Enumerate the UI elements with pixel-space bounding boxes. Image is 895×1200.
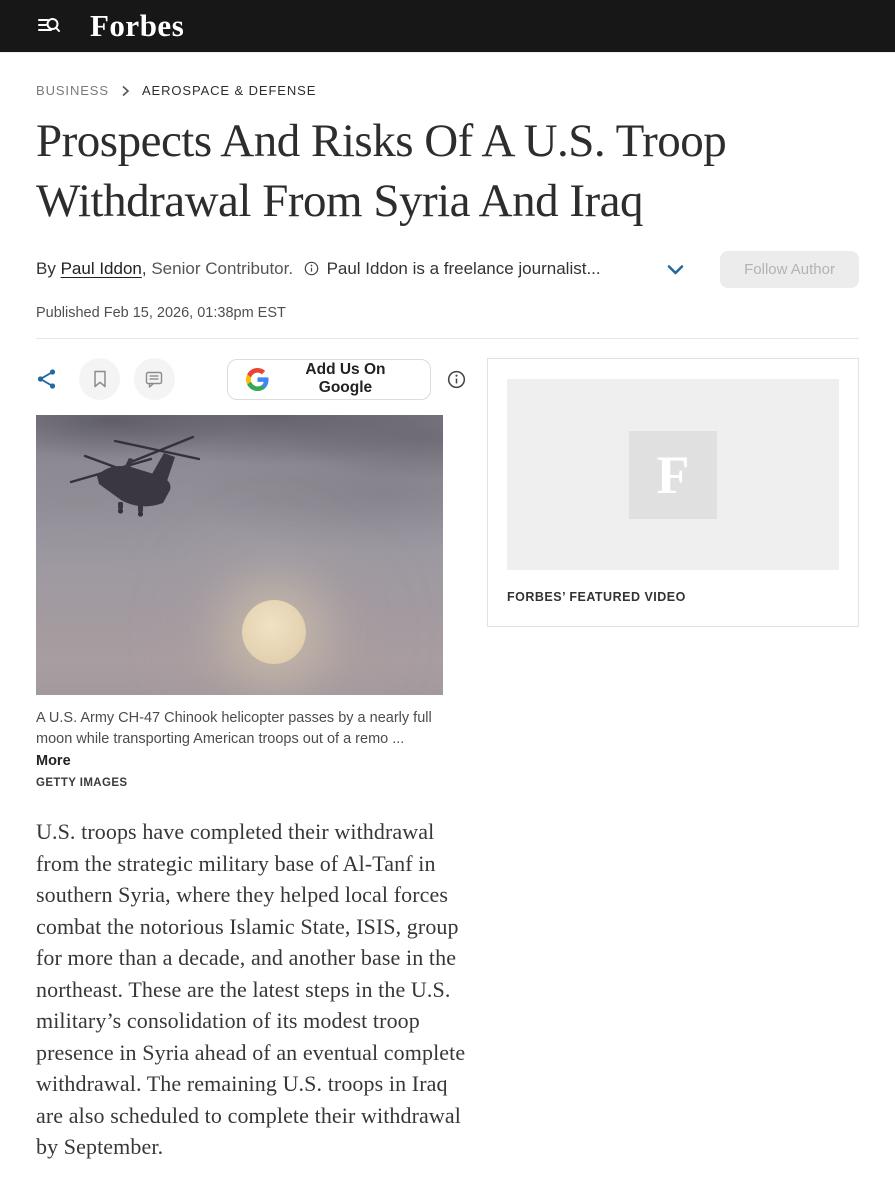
page-main — [0, 83, 895, 1163]
share-toolbar — [36, 358, 466, 400]
byline-row — [36, 251, 859, 288]
bookmark-icon — [92, 370, 108, 388]
share-icon[interactable] — [36, 358, 65, 400]
comment-icon — [145, 371, 163, 388]
featured-video-label: FORBES’ FEATURED VIDEO — [507, 590, 686, 604]
breadcrumb-aerospace-defense[interactable]: AEROSPACE & DEFENSE — [141, 83, 317, 98]
image-credit: GETTY IMAGES — [36, 777, 128, 790]
info-icon — [304, 261, 319, 281]
content-grid — [36, 358, 859, 1163]
add-us-on-google-button[interactable] — [227, 359, 431, 400]
toolbar-info-button[interactable] — [447, 370, 466, 389]
featured-video-placeholder[interactable] — [507, 379, 839, 570]
forbes-logo[interactable]: Forbes — [90, 8, 185, 43]
article-column — [36, 358, 466, 1163]
header-divider — [36, 338, 859, 339]
author-link[interactable]: Paul Iddon — [60, 258, 142, 278]
sidebar — [487, 358, 859, 627]
hero-image — [36, 415, 443, 695]
caption-ellipsis: ... — [392, 731, 405, 748]
caption-text: A U.S. Army CH-47 Chinook helicopter passes by a nearly full moon while transporting American troops out of a remo — [36, 710, 432, 748]
bookmark-button[interactable] — [79, 358, 120, 400]
featured-video-card — [487, 358, 859, 627]
forbes-f-tile: F — [629, 431, 717, 519]
top-navigation-bar — [0, 0, 895, 53]
caption-more-link[interactable]: More — [36, 752, 71, 769]
chinook-helicopter-silhouette — [69, 426, 205, 522]
google-button-label: Add Us On Google — [305, 361, 386, 396]
chevron-down-icon[interactable] — [667, 264, 684, 276]
google-g-icon — [246, 368, 269, 391]
byline-separator: , — [141, 258, 147, 278]
byline-text — [36, 259, 601, 281]
follow-author-button[interactable]: Follow Author — [720, 251, 859, 288]
author-role: Senior Contributor. — [151, 258, 294, 278]
article-title: Prospects And Risks Of A U.S. Troop Withdrawal From Syria And Iraq — [36, 115, 727, 227]
comment-button[interactable] — [134, 358, 175, 400]
menu-search-icon[interactable] — [36, 13, 62, 39]
breadcrumb-business[interactable]: BUSINESS — [36, 83, 109, 98]
chevron-right-icon — [121, 85, 130, 97]
author-bio-teaser: Paul Iddon is a freelance journalist... — [326, 258, 601, 278]
moon-graphic — [242, 600, 306, 664]
published-timestamp: Published Feb 15, 2026, 01:38pm EST — [36, 305, 286, 321]
article-body-paragraph: U.S. troops have completed their withdrawal from the strategic military base of Al-Tanf in southern Syria, where they helped local forces combat the notorious Islamic State, ISIS, group for more than a decade, and another base in the northeast. These are the latest steps in the U.S. military’s consolidation of its modest troop presence in Syria ahead of an eventual complete withdrawal. The remaining U.S. troops in Iraq are also scheduled to complete their withdrawal by September. — [36, 819, 466, 1160]
breadcrumb — [36, 83, 859, 98]
byline-prefix: By — [36, 258, 56, 278]
image-caption — [36, 708, 443, 792]
